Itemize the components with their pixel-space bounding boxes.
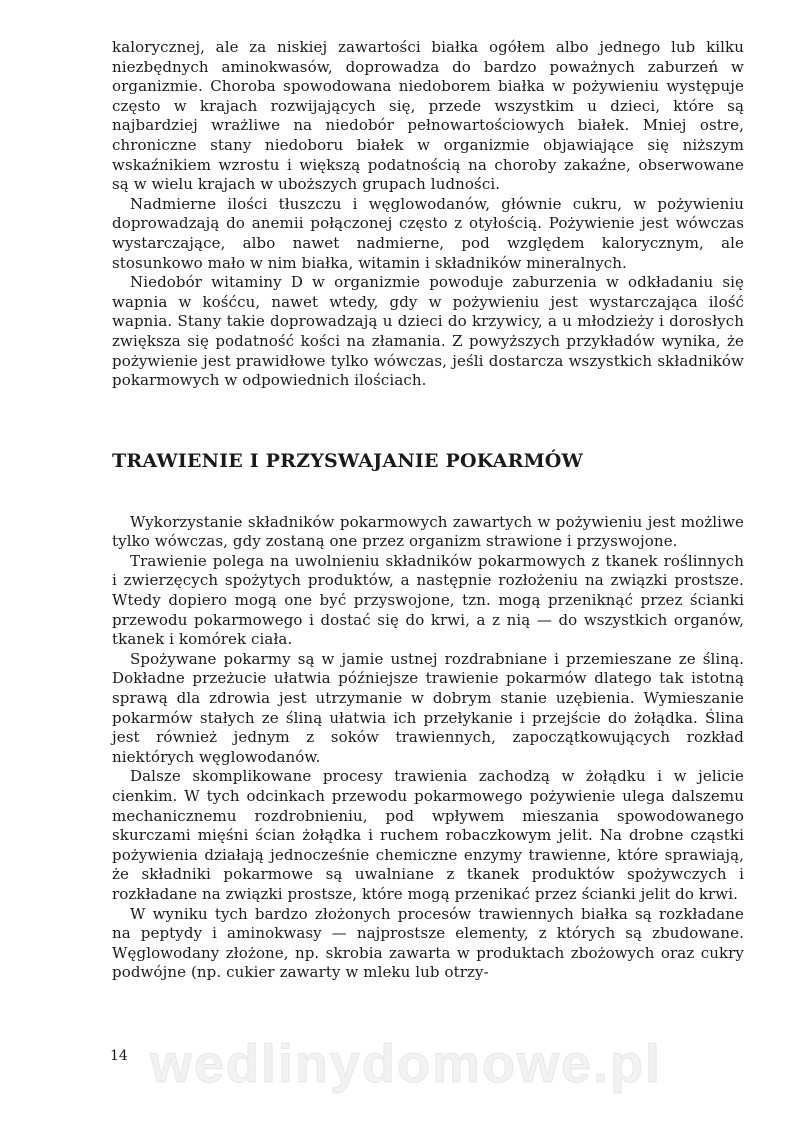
section-heading: TRAWIENIE I PRZYSWAJANIE POKARMÓW bbox=[112, 449, 584, 472]
paragraph-section-1: Wykorzystanie składników pokarmowych zawartych w pożywieniu jest możliwe tylko wówczas, gdy zostaną one przez organizm strawione i przyswojone. bbox=[112, 512, 744, 551]
paragraph-section-2: Trawienie polega na uwolnieniu składników pokarmowych z tkanek roślinnych i zwierzęcych spożytych produktów, a następnie rozłożeniu na związki prostsze. Wtedy dopiero mogą one być przyswojone, tzn. mogą przeniknąć przez ścianki przewodu pokarmowego i dostać się do krwi, a z nią — do wszystkich organów, tkanek i komórek ciała. bbox=[112, 551, 744, 649]
watermark: wedlinydomowe.pl bbox=[150, 1034, 663, 1094]
paragraph-section-3: Spożywane pokarmy są w jamie ustnej rozdrabniane i przemieszane ze śliną. Dokładne przeżucie ułatwia późniejsze trawienie pokarmów dlatego tak istotną sprawą dla zdrowia jest utrzymanie w dobrym stanie uzębienia. Wymieszanie pokarmów stałych ze śliną ułatwia ich przełykanie i przejście do żołądka. Ślina jest również jednym z soków trawiennych, zapoczątkowujących rozkład niektórych węglowodanów. bbox=[112, 649, 744, 766]
paragraph-top-3: Niedobór witaminy D w organizmie powoduje zaburzenia w odkładaniu się wapnia w kośćcu, nawet wtedy, gdy w pożywieniu jest wystarczająca ilość wapnia. Stany takie doprowadzają u dzieci do krzywicy, a u młodzieży i dorosłych zwiększa się podatność kości na złamania. Z powyższych przykładów wynika, że pożywienie jest prawidłowe tylko wówczas, jeśli dostarcza wszystkich składników pokarmowych w odpowiednich ilościach. bbox=[112, 273, 744, 390]
paragraph-section-4: Dalsze skomplikowane procesy trawienia zachodzą w żołądku i w jelicie cienkim. W tych odcinkach przewodu pokarmowego pożywienie ulega dalszemu mechanicznemu rozdrobnieniu, pod wpływem mieszania spowodowanego skurczami mięśni ścian żołądka i ruchem robaczkowym jelit. Na drobne cząstki pożywienia działają jednocześnie chemiczne enzymy trawienne, które sprawiają, że składniki pokarmowe są uwalniane z tkanek produktów spożywczych i rozkładane na związki prostsze, które mogą przenikać przez ścianki jelit do krwi. bbox=[112, 767, 744, 903]
paragraph-top-2: Nadmierne ilości tłuszczu i węglowodanów, głównie cukru, w pożywieniu doprowadzają do anemii połączonej często z otyłością. Pożywienie jest wówczas wystarczające, albo nawet nadmierne, pod względem kalorycznym, ale stosunkowo mało w nim białka, witamin i składników mineralnych. bbox=[112, 194, 744, 272]
page-number: 14 bbox=[110, 1048, 128, 1064]
paragraph-top-1: kalorycznej, ale za niskiej zawartości białka ogółem albo jednego lub kilku niezbędnych aminokwasów, doprowadza do bardzo poważnych zaburzeń w organizmie. Choroba spowodowana niedoborem białka w pożywieniu występuje często w krajach rozwijających się, przede wszystkim u dzieci, które są najbardziej wrażliwe na niedobór pełnowartościowych białek. Mniej ostre, chroniczne stany niedoboru białek w organizmie objawiające się niższym wskaźnikiem wzrostu i większą podatnością na choroby zakaźne, obserwowane są w wielu krajach w uboższych grupach ludności. bbox=[112, 38, 744, 194]
paragraph-section-5: W wyniku tych bardzo złożonych procesów trawiennych białka są rozkładane na peptydy i aminokwasy — najprostsze elementy, z których są zbudowane. Węglowodany złożone, np. skrobia zawarta w produktach zbożowych oraz cukry podwójne (np. cukier zawarty w mleku lub otrzy- bbox=[112, 904, 744, 982]
page-body bbox=[112, 38, 744, 983]
